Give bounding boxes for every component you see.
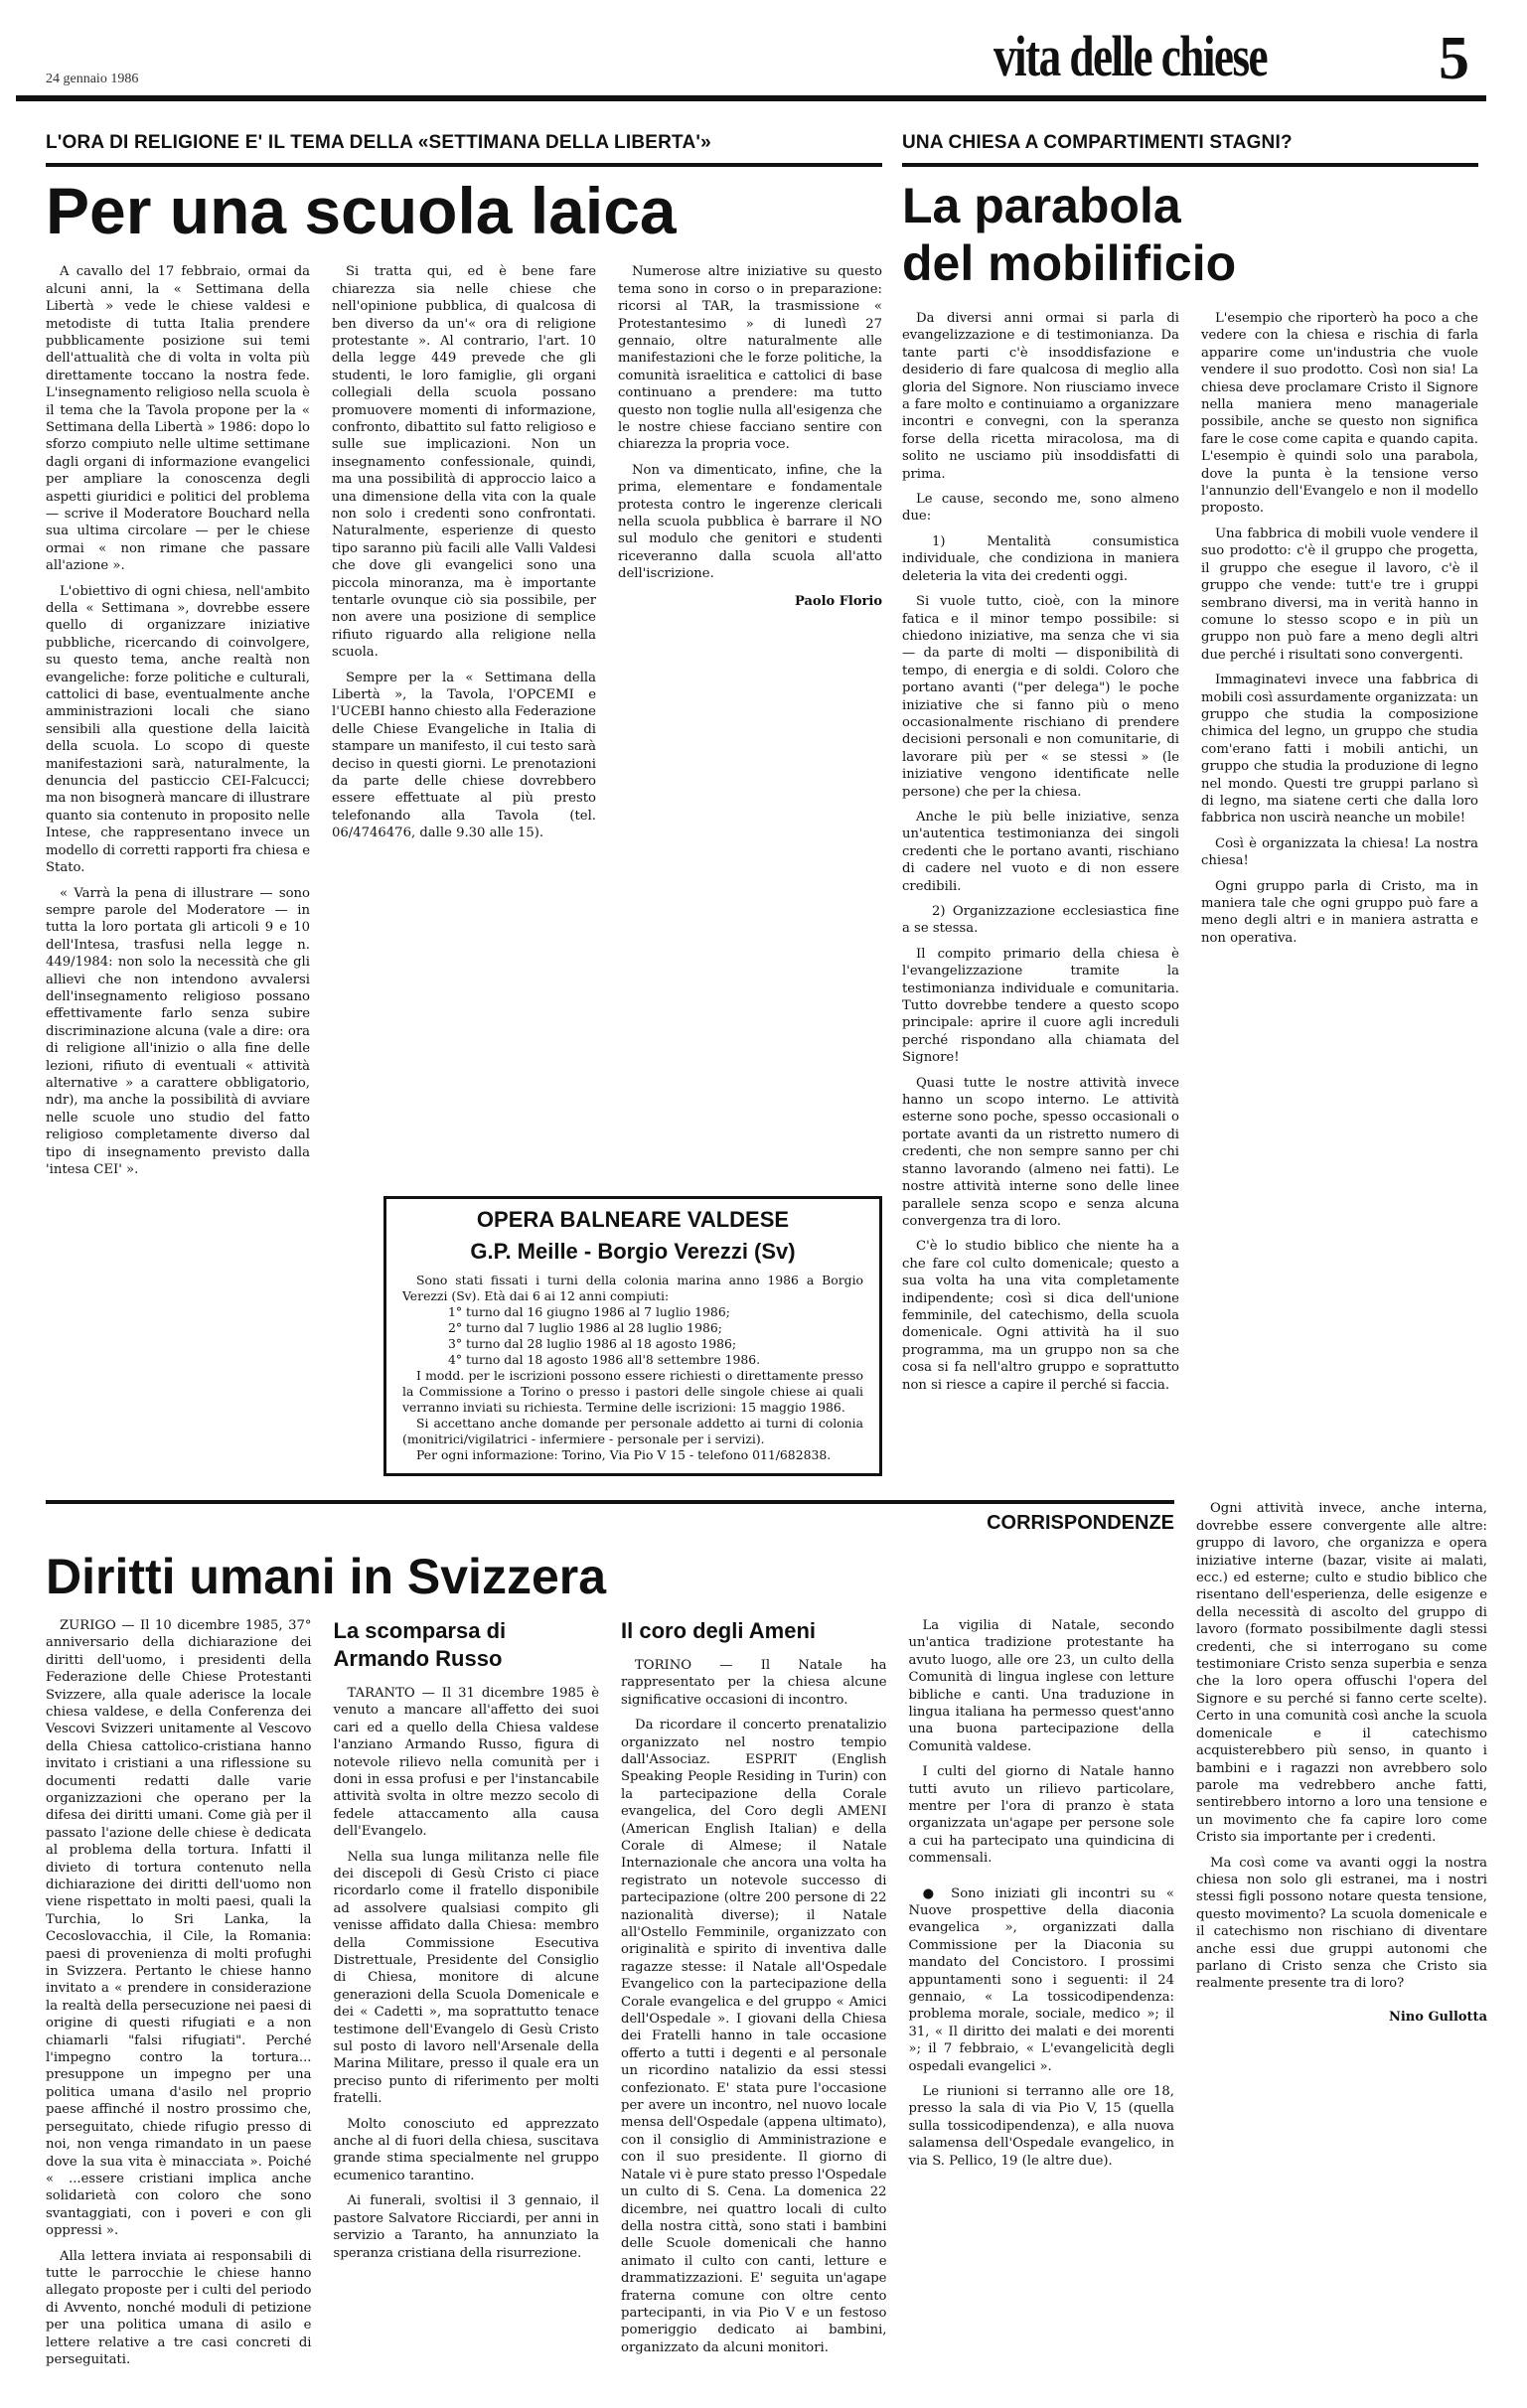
article2-columns bbox=[902, 310, 1478, 1394]
article2-kicker: UNA CHIESA A COMPARTIMENTI STAGNI? bbox=[902, 132, 1293, 153]
article1-columns bbox=[46, 263, 882, 1178]
article2-column-2 bbox=[1201, 310, 1478, 947]
issue-date: 24 gennaio 1986 bbox=[46, 72, 139, 86]
russo-column bbox=[334, 1617, 600, 2262]
corrispondenze-label: CORRISPONDENZE bbox=[987, 1512, 1174, 1535]
article2-headline bbox=[902, 177, 1478, 292]
article2 bbox=[902, 129, 1478, 1394]
russo-headline-line1: La scomparsa di bbox=[333, 1617, 507, 1643]
opera-balneare-box bbox=[383, 1196, 882, 1476]
bottom-band bbox=[0, 1500, 1527, 2368]
masthead-rule bbox=[16, 95, 1486, 101]
zurigo-paragraph: ZURIGO — Il 10 dicembre 1985, 37° anniversario della dichiarazione dei diritti dell'uomo, i presidenti della Federazione delle Chiese Protestanti Svizzere, alla quale aderisce la locale chiesa valdese, e della Conferenza dei Vescovi Svizzeri unitamente al Vescovo della Chiesa cattolico-cristiana hanno invitato i cristiani a una riflessione su documenti redatti dalle varie organizzazioni che operano per la difesa dei diritti umani. Come già per il passato l'azione delle chiese è dedicata al problema della tortura. Infatti il divieto di tortura contenuto nella dichiarazione dei diritti dell'uomo non viene rispettato in molti paesi, quali la Turchia, lo Sri Lanka, la Cecoslovacchia, il Cile, la Romania: paesi di provenienza di molti profughi in Svizzera. Pertanto le chiese hanno invitato a « prendere in considerazione la realtà della persecuzione nei paesi di origine di questi rifugiati e a non chiamarli "falsi rifugiati". Perché l'impegno contro la tortura... presuppone un impegno per una politica umana d'asilo nel proprio paese affinché il nostro prossimo che, perseguitato, chiede rifugio presso di noi, non venga rimandato in un paese dove la sua vita è minacciata ». Poiché « ...essere cristiani implica anche solidarietà con coloro che sono svantaggiati, con i poveri e con gli oppressi ». bbox=[46, 1617, 312, 2239]
article2-paragraph: Immaginatevi invece una fabbrica di mobili così assurdamente organizzata: un gruppo che studia la composizione chimica del legno, un gruppo che studia com'erano fatti i mobili antichi, un gruppo che studia la produzione di legno nel mondo. Questi tre gruppi parlano sì di legno, ma siatene certi che dalla loro fabbrica non uscirà neanche un mobile! bbox=[1201, 673, 1478, 827]
article2-paragraph: Ogni attività invece, anche interna, dovrebbe essere convergente alle altre: gruppo di lavoro, che organizza e opera iniziative interne (bazar, visite ai malati, ecc.) ed esterne; culto e studio biblico che risentano dell'esperienza, delle esigenze e della necessità di ascolto del gruppo di lavoro (formato possibilmente dagli stessi credenti, che si interrogano su come testimoniare Cristo senza superbia e senza che la loro opera offuschi l'opera del Signore e su perché si fanno certe scelte). Certo in una comunità così anche la scuola domenicale e il catechismo acquisterebbero più senso, in quanto i bambini e i ragazzi non avrebbero solo parole ma vedrebbero anche fatti, sentirebbero intorno a loro una tensione e un movimento che fa capire loro come Cristo sia importante per i credenti. bbox=[1196, 1501, 1487, 1846]
article1-paragraph: Non va dimenticato, infine, che la prima, elementare e fondamentale protesta contro le ingerenze clericali nella scuola pubblica è barrare il NO sul modulo che genitori e studenti riceveranno dalla scuola all'atto dell'iscrizione. bbox=[618, 462, 882, 582]
ameni-paragraph: ● Sono iniziati gli incontri su « Nuove prospettive della diaconia evangelica », organizzati dalla Commissione per la Diaconia su mandato del Concistoro. I prossimi appuntamenti sono i seguenti: il 24 gennaio, « La tossicodipendenza: problema morale, sociale, medico »; il 31, « Il diritto dei malati e dei morenti »; il 7 febbraio, « L'evangelicità degli ospedali evangelici ». bbox=[908, 1885, 1174, 2074]
article2-column-3 bbox=[1196, 1500, 1487, 2026]
box-turn: 2° turno dal 7 luglio 1986 al 28 luglio 1986; bbox=[448, 1320, 722, 1336]
bottom-grid bbox=[46, 1500, 1487, 2368]
ameni-paragraph: TORINO — Il Natale ha rappresentato per la chiesa alcune significative occasioni di incontro. bbox=[621, 1657, 887, 1708]
article2-headline-line1: La parabola bbox=[902, 178, 1181, 233]
article1-headline: Per una scuola laica bbox=[46, 174, 677, 247]
article2-author: Nino Gullotta bbox=[1388, 2009, 1487, 2025]
article2-paragraph: Una fabbrica di mobili vuole vendere il suo prodotto: c'è il gruppo che progetta, il gruppo che esegue il lavoro, c'è il gruppo che vende: tutt'e tre i gruppi sembrano diversi, ma in verità hanno in comune lo stesso scopo e in più un gruppo non può fare a meno degli altri due perché i risultati sono convergenti. bbox=[1201, 526, 1478, 663]
box-intro: Sono stati fissati i turni della colonia marina anno 1986 a Borgio Verezzi (Sv). Età dai 6 ai 12 anni compiuti: bbox=[402, 1273, 863, 1304]
article1-column-2 bbox=[332, 263, 596, 841]
box-body bbox=[386, 1273, 879, 1463]
article2-paragraph: 2) Organizzazione ecclesiastica fine a se stessa. bbox=[902, 904, 1179, 937]
article2-paragraph: Si vuole tutto, cioè, con la minore fatica e il minor tempo possibile: si chiedono iniziative, ma senza che vi sia — da parte di molti — disponibilità di tempo, di energia e di soldi. Coloro che portano avanti ("per delega") le poche iniziative che si fanno più o meno occasionalmente rischiano di prendere decisioni personali e non comunitarie, di lavorare più per « se stessi » (le iniziative vengono identificate nelle persone) che per la chiesa. bbox=[902, 594, 1179, 800]
article1 bbox=[46, 129, 882, 1476]
russo-paragraph: Molto conosciuto ed apprezzato anche al di fuori della chiesa, suscitava grande stima specialmente nel gruppo ecumenico tarantino. bbox=[333, 2116, 599, 2183]
ameni-column bbox=[621, 1617, 887, 2356]
corrispondenze-section bbox=[46, 1500, 1174, 2368]
box-turn: 4° turno dal 18 agosto 1986 all'8 settembre 1986. bbox=[448, 1352, 761, 1368]
russo-paragraph: Ai funerali, svoltisi il 3 gennaio, il pastore Salvatore Ricciardi, per anni in servizio a Taranto, ha annunziato la speranza cristiana della risurrezione. bbox=[333, 2193, 599, 2261]
ameni-paragraph: I culti del giorno di Natale hanno tutti avuto un rilievo particolare, mentre per l'ora di pranzo è stata organizzata un'agape per persone sole a cui ha partecipato una quindicina di commensali. bbox=[908, 1764, 1174, 1867]
ameni-column-2 bbox=[909, 1617, 1175, 2170]
article2-paragraph: C'è lo studio biblico che niente ha a che fare col culto domenicale; questo a sua volta ha una vita completamente indipendente; così si dica dell'unione femminile, del catechismo, della scuola domenicale. Ogni attività ha il suo programma, ma un gruppo non sa che cosa si fa nell'altro gruppo e soprattutto non si riesce a capire il perché si faccia. bbox=[902, 1239, 1179, 1393]
box-modules: I modd. per le iscrizioni possono essere richiesti o direttamente presso la Commissione a Torino o presso i pastori delle singole chiese ai quali verranno inviati su richiesta. Termine delle iscrizioni: 15 maggio 1986. bbox=[402, 1368, 863, 1416]
ameni-paragraph: Le riunioni si terranno alle ore 18, presso la sala di via Pio V, 15 (quella sulla tossicodipendenza), e alla nuova salamensa dell'Ospedale evangelico, in via S. Pellico, 19 (le altre due). bbox=[908, 2084, 1174, 2169]
box-staff: Si accettano anche domande per personale addetto ai turni di colonia (monitrici/vigilatrici - infermiere - personale per i servizi). bbox=[402, 1416, 863, 1447]
article2-paragraph: Da diversi anni ormai si parla di evangelizzazione e di testimonianza. Da tante parti c'è insoddisfazione e desiderio di fare qualcosa di meglio alla gloria del Signore. Non riusciamo invece a fare molto e continuiamo a organizzare incontri e convegni, con la speranza forse della ricetta miracolosa, ma di solito ne usciamo più insoddisfatti di prima. bbox=[902, 311, 1179, 482]
article1-paragraph: « Varrà la pena di illustrare — sono sempre parole del Moderatore — in tutta la loro portata gli articoli 9 e 10 dell'Intesa, trasfusi nella legge n. 449/1984: non solo la necessità che gli allievi che non intendono avvalersi dell'insegnamento religioso possano effettivamente farlo senza subire discriminazione alcuna (vale a dire: ora di religione all'inizio o alla fine delle lezioni, rifiuto di eventuali « attività alternative » a carattere obbligatorio, ndr), ma anche la possibilità di avviare nelle scuole uno studio del fatto religioso completamente diverso dal tipo di insegnamento previsto dalla 'intesa CEI' ». bbox=[46, 885, 310, 1178]
article2-paragraph: Ogni gruppo parla di Cristo, ma in maniera tale che ogni gruppo può fare a meno degli altri e in maniera astratta e non operativa. bbox=[1201, 878, 1478, 946]
box-info: Per ogni informazione: Torino, Via Pio V 15 - telefono 011/682838. bbox=[416, 1447, 832, 1463]
corrispondenze-columns bbox=[46, 1617, 1174, 2368]
kicker-rule-right bbox=[902, 163, 1478, 167]
article1-author: Paolo Florio bbox=[795, 593, 882, 609]
article1-paragraph: L'obiettivo di ogni chiesa, nell'ambito della « Settimana », dovrebbe essere quello di organizzare iniziative pubbliche, ricercando di coinvolgere, su questo tema, anche realtà non evangeliche: forze politiche e culturali, cattolici di base, eventualmente anche amministrazioni locali che siano sensibili alla questione della laicità della scuola. Lo scopo di queste manifestazioni sarà, naturalmente, la denuncia del pasticcio CEI-Falcucci; ma non bisognerà mancare di illustrare quanto sia contenuto in proposito nelle Intese, che rappresentano invece un modello di corretti rapporti fra chiesa e Stato. bbox=[46, 583, 310, 876]
top-band bbox=[0, 129, 1527, 1476]
article2-headline-line2: del mobilificio bbox=[902, 235, 1237, 291]
article2-paragraph: Ma così come va avanti oggi la nostra chiesa non solo gli estranei, ma i nostri stessi figli possono notare questa tensione, questo movimento? La scuola domenicale e il catechismo non rischiano di diventare anche essi due gruppi autonomi che parlano di Cristo senza che Cristo sia realmente presente tra di loro? bbox=[1196, 1855, 1487, 1992]
box-turn: 1° turno dal 16 giugno 1986 al 7 luglio 1986; bbox=[448, 1304, 730, 1320]
article1-paragraph: Numerose altre iniziative su questo tema sono in corso o in preparazione: ricorsi al TAR, la trasmissione « Protestantesimo » di lunedì 27 gennaio, oltre naturalmente alle manifestazioni che le forze politiche, la comunità israelitica e cattolici di base continuano a prendere: ma tutto questo non toglie nulla all'esigenza che le nostre chiese facciano sentire con chiarezza la propria voce. bbox=[618, 264, 882, 453]
article2-paragraph: L'esempio che riporterò ha poco a che vedere con la chiesa e rischia di farla apparire come un'industria che vuole vendere il suo prodotto. Così non sia! La chiesa deve proclamare Cristo il Signore nella maniera meno manageriale possibile, anche se questo non significa fare le cose come capita e quando capita. L'esempio è quindi solo una parabola, dove la punta è la tensione verso l'annunzio dell'Evangelo e non il modello proposto. bbox=[1201, 311, 1478, 517]
article1-paragraph: Sempre per la « Settimana della Libertà », la Tavola, l'OPCEMI e l'UCEBI hanno chiesto alla Federazione delle Chiese Evangeliche in Italia di stampare un manifesto, il cui testo sarà deciso in questi giorni. Le prenotazioni da parte delle chiese dovrebbero essere effettuate al più presto telefonando alla Tavola (tel. 06/4746476, dalle 9.30 alle 15). bbox=[332, 670, 596, 841]
masthead bbox=[0, 0, 1527, 103]
article2-column-1 bbox=[902, 310, 1179, 1394]
article1-column-3 bbox=[618, 263, 882, 610]
corrispondenze-headline: Diritti umani in Svizzera bbox=[46, 1549, 607, 1605]
ameni-paragraph: La vigilia di Natale, secondo un'antica tradizione protestante ha avuto luogo, alle ore 23, un culto della Comunità di lingua inglese con letture bibliche e canti. Una traduzione in lingua italiana ha permesso quest'anno una buona partecipazione della Comunità valdese. bbox=[908, 1617, 1174, 1754]
zurigo-column bbox=[46, 1617, 312, 2368]
ameni-headline: Il coro degli Ameni bbox=[621, 1617, 816, 1643]
article2-paragraph: Anche le più belle iniziative, senza un'autentica testimonianza dei singoli credenti che le portano avanti, rischiano di cadere nel vuoto e di non essere credibili. bbox=[902, 809, 1179, 894]
russo-headline bbox=[334, 1617, 600, 1673]
article2-paragraph: Il compito primario della chiesa è l'evangelizzazione tramite la testimonianza individuale e comunitaria. Tutto dovrebbe tendere a questo scopo principale: aprire il cuore agli increduli perché rispondano alla chiamata del Signore! bbox=[902, 946, 1179, 1066]
section-title: vita delle chiese bbox=[993, 24, 1268, 88]
article1-column-1 bbox=[46, 263, 310, 1178]
box-title: OPERA BALNEARE VALDESE bbox=[476, 1207, 790, 1233]
russo-paragraph: TARANTO — Il 31 dicembre 1985 è venuto a mancare all'affetto dei suoi cari ed a quello della Chiesa valdese l'anziano Armando Russo, figura di notevole rilievo nella comunità per i doni in essa profusi e per l'instancabile attività svolta in oltre mezzo secolo di fedele attaccamento alla causa dell'Evangelo. bbox=[333, 1685, 599, 1840]
article1-paragraph: A cavallo del 17 febbraio, ormai da alcuni anni, la « Settimana della Libertà » vede le chiese valdesi e metodiste di tutta Italia prendere pubblicamente posizione sui temi dell'attualità che di volta in volta più direttamente toccano la nostra fede. L'insegnamento religioso nella scuola è il tema che la Tavola propone per la « Settimana della Libertà » 1986: dopo lo sforzo compiuto nelle ultime settimane dagli organi di informazione evangelici per ampliare la conoscenza degli aspetti giuridici e politici del problema — scrive il Moderatore Bouchard nella sua ultima circolare — per le chiese ormai « non rimane che passare all'azione ». bbox=[46, 264, 310, 574]
kicker-rule-left bbox=[46, 163, 882, 167]
article2-paragraph: Le cause, secondo me, sono almeno due: bbox=[902, 492, 1179, 525]
article2-paragraph: 1) Mentalità consumistica individuale, che condiziona in maniera deleteria la vita dei credenti oggi. bbox=[902, 533, 1179, 584]
article2-paragraph: Così è organizzata la chiesa! La nostra chiesa! bbox=[1201, 835, 1478, 869]
russo-paragraph: Nella sua lunga militanza nelle file dei discepoli di Gesù Cristo ci piace ricordarlo come il fratello disponibile ad assolvere qualsiasi compito gli venisse affidato dalla Chiesa: membro della Commissione Esecutiva Distrettuale, Presidente del Consiglio di Chiesa, monitore di alcune generazioni della Scuola Domenicale e dei « Cadetti », ma soprattutto tenace testimone dell'Evangelo di Gesù Cristo sul posto di lavoro nell'Arsenale della Marina Militare, presso il quale era un preciso punto di riferimento per molti fratelli. bbox=[333, 1849, 599, 2107]
ameni-paragraph: Da ricordare il concerto prenatalizio organizzato nel nostro tempio dall'Associaz. ESPRIT (English Speaking People Residing in Turin) con la partecipazione della Corale evangelica, del Coro degli AMENI (American English Italian) e della Corale di Almese; il Natale Internazionale che ancora una volta ha registrato un notevole successo di partecipazione (oltre 200 persone di 22 nazionalità diverse); il Natale all'Ostello Femminile, organizzato con originalità e spirito di inventiva dalle ragazze stesse: il Natale all'Ospedale Evangelico con la partecipazione della Corale evangelica e del gruppo « Amici dell'Ospedale ». I giovani della Chiesa dei Fratelli hanno in tale occasione offerto a tutti i degenti e al personale un ricordino natalizio da essi stessi confezionato. E' stata pure l'occasione per avere un incontro, nel nuovo locale mensa dell'Ospedale (appena ultimato), con il consiglio di Amministrazione e con il suo presidente. Il giorno di Natale vi è pure stato presso l'Ospedale un culto di S. Cena. La domenica 22 dicembre, nei quattro locali di culto della nostra città, sono stati i bambini delle Scuole domenicali che hanno animato il culto con canti, letture e drammatizzazioni. E' seguita un'agape fraterna comune con oltre cento partecipanti, in via Pio V e un festoso pomeriggio dedicato ai bambini, organizzato da alcuni monitori. bbox=[621, 1718, 887, 2355]
box-turn: 3° turno dal 28 luglio 1986 al 18 agosto 1986; bbox=[448, 1336, 737, 1352]
article2-paragraph: Quasi tutte le nostre attività invece hanno un scopo interno. Le attività esterne sono poche, spesso occasionali o portate avanti da un ristretto numero di credenti, che non sempre sanno per chi stanno lavorando (almeno nei fatti). Le nostre attività interne sono delle linee parallele senza scopo e senza alcuna convergenza tra di loro. bbox=[902, 1075, 1179, 1229]
russo-headline-line2: Armando Russo bbox=[333, 1645, 503, 1671]
box-subtitle: G.P. Meille - Borgio Verezzi (Sv) bbox=[470, 1239, 796, 1265]
article1-kicker: L'ORA DI RELIGIONE E' IL TEMA DELLA «SETTIMANA DELLA LIBERTA'» bbox=[46, 132, 711, 153]
article1-paragraph: Si tratta qui, ed è bene fare chiarezza sia nelle chiese che nell'opinione pubblica, di qualcosa di ben diverso da un'« ora di religione protestante ». Al contrario, l'art. 10 della legge 449 prevede che gli studenti, le loro famiglie, gli organi collegiali della scuola possano promuovere momenti di informazione, confronto, dibattito sul fatto religioso e sulle sue implicazioni. Non un insegnamento confessionale, quindi, ma una possibilità di approccio laico a una dimensione della vita con la quale non solo i credenti sono confrontati. Naturalmente, esperienze di questo tipo saranno più facili alle Valli Valdesi che dove gli evangelici sono una piccola minoranza, ma è importante tentarle ovunque ciò sia possibile, per non avere una posizione di semplice rifiuto riguardo alla religione nella scuola. bbox=[332, 264, 596, 661]
zurigo-paragraph: Alla lettera inviata ai responsabili di tutte le parrocchie le chiese hanno allegato proposte per i culti del periodo di Avvento, nonché moduli di petizione per una politica umana di asilo e lettere relative a tre casi concreti di perseguitati. bbox=[46, 2248, 312, 2367]
section-divider bbox=[46, 1500, 1174, 1504]
page-number: 5 bbox=[1439, 25, 1469, 92]
